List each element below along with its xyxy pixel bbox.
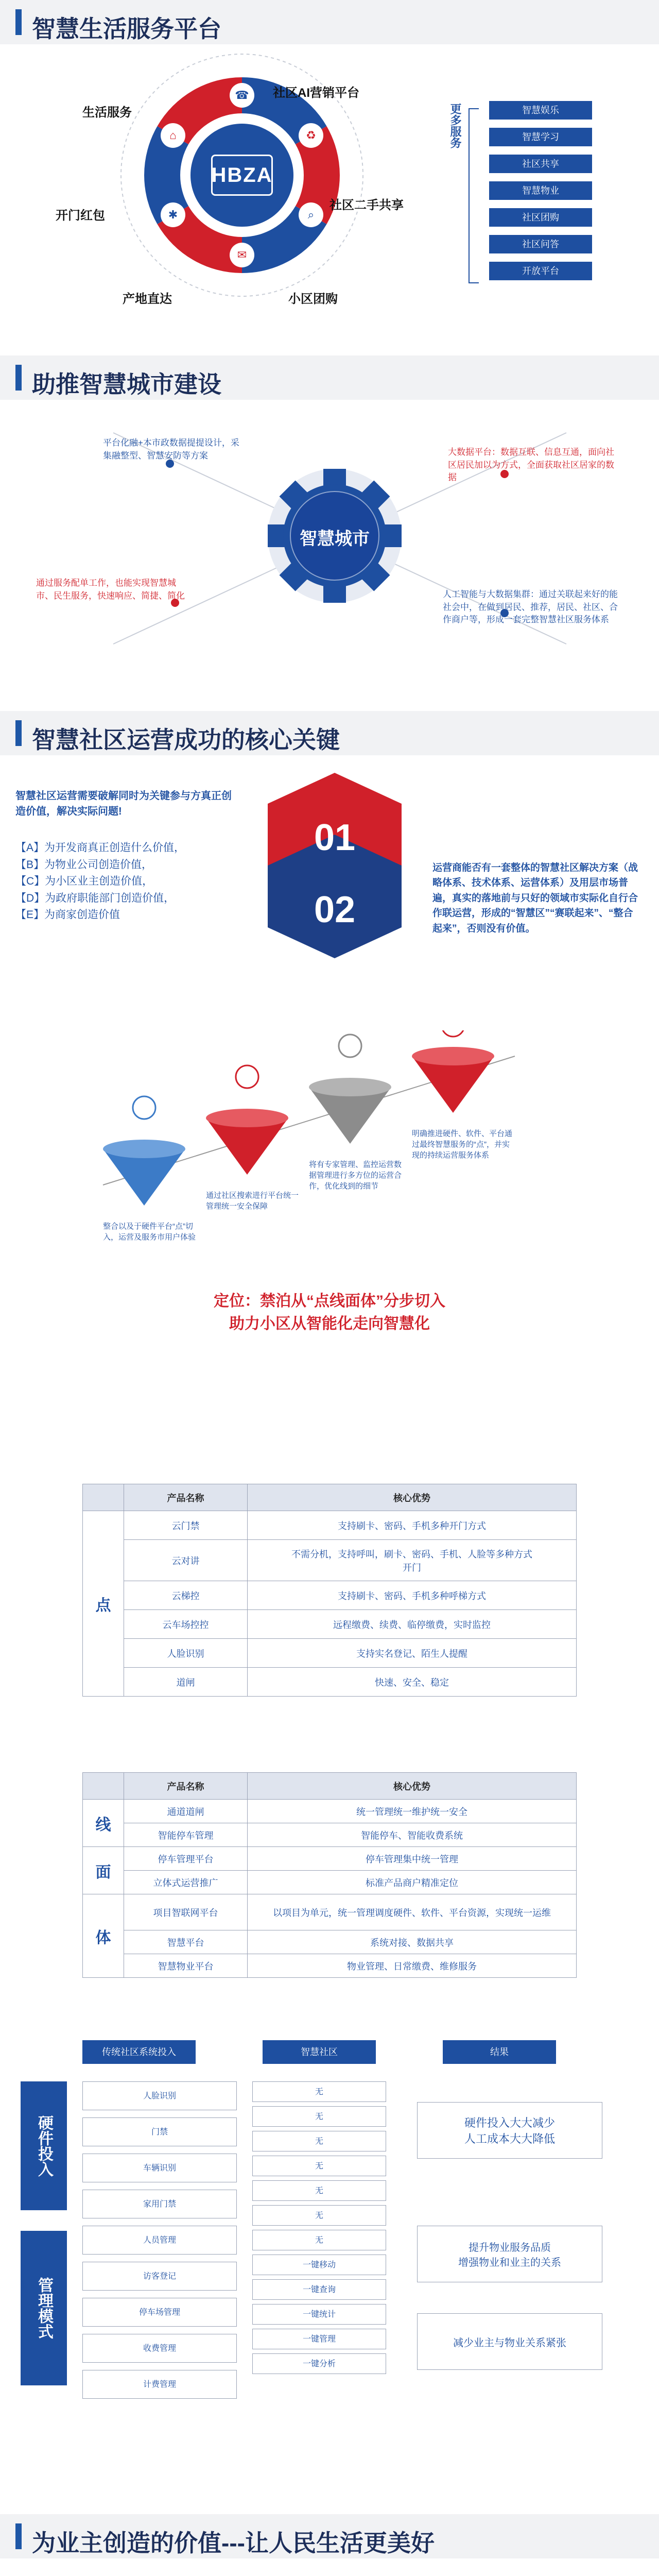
core-value-item: 【E】为商家创造价值 <box>15 909 120 921</box>
table-cell: 云对讲 <box>124 1540 248 1581</box>
smart-city-point-2: 大数据平台：数据互联、信息互通，面向社区居民加以为方式，全面获取社区居家的数据 <box>448 447 614 483</box>
table-cell: 人脸识别 <box>124 1639 248 1668</box>
table-cell: 不需分机，支持呼叫，刷卡、密码、手机、人脸等多种方式开门 <box>248 1540 577 1581</box>
ring-label-ai-marketing: 社区AI营销平台 <box>273 86 359 100</box>
header-accent <box>15 720 22 746</box>
table-cell: 统一管理统一维护统一安全 <box>248 1800 577 1823</box>
ring-label-origin-direct: 产地直达 <box>123 292 172 306</box>
stage-3 <box>309 1078 391 1144</box>
smart-list <box>252 2081 386 2374</box>
svg-text:✱: ✱ <box>168 208 178 221</box>
table-cell: 智慧物业平台 <box>124 1954 248 1978</box>
product-table-point <box>0 1484 659 1731</box>
list-item: 一键管理 <box>252 2329 386 2349</box>
table-cell: 停车管理平台 <box>124 1847 248 1871</box>
service-item[interactable]: 开放平台 <box>489 262 592 280</box>
brand-logo <box>211 155 273 196</box>
core-value-item: 【B】为物业公司创造价值， <box>15 858 153 871</box>
table-cell: 停车管理集中统一管理 <box>248 1847 577 1871</box>
service-item[interactable]: 智慧物业 <box>489 181 592 200</box>
section-title: 为业主创造的价值---让人民生活更美好 <box>32 2530 435 2556</box>
table-cell: 快速、安全、稳定 <box>248 1668 577 1697</box>
list-item: 无 <box>252 2230 386 2250</box>
section-header <box>0 2514 659 2558</box>
stage-2 <box>206 1109 288 1175</box>
table-cell: 远程缴费、续费、临停缴费，实时监控 <box>248 1610 577 1639</box>
stage-funnel-diagram <box>0 1030 659 1226</box>
stage-desc-4: 明确推进硬件、软件、平台通过最终智慧服务的“点”，并实现的持续运营服务体系 <box>412 1129 513 1160</box>
comparison-side-management: 管理模式 <box>21 2231 67 2385</box>
list-item: 一键统计 <box>252 2304 386 2325</box>
services-bracket <box>469 108 479 283</box>
list-item: 计费管理 <box>82 2370 237 2399</box>
list-item: 访客登记 <box>82 2262 237 2291</box>
header-accent <box>15 365 22 391</box>
stage-4 <box>412 1047 494 1113</box>
list-item: 收费管理 <box>82 2334 237 2363</box>
list-item: 门禁 <box>82 2117 237 2146</box>
list-item: 一键移动 <box>252 2255 386 2275</box>
svg-text:☎: ☎ <box>235 89 249 101</box>
table-cell: 标准产品商户精准定位 <box>248 1871 577 1894</box>
header-accent <box>15 9 22 35</box>
traditional-list <box>82 2081 237 2399</box>
list-item: 无 <box>252 2106 386 2127</box>
list-item: 无 <box>252 2205 386 2226</box>
core-intro: 智慧社区运营需要破解同时为关键参与方真正创造价值，解决实际问题! <box>15 790 232 817</box>
table-header: 产品名称 <box>124 1484 248 1511</box>
table-cell: 云门禁 <box>124 1511 248 1540</box>
section-header <box>0 355 659 400</box>
list-item: 一键分析 <box>252 2353 386 2374</box>
svg-text:✉: ✉ <box>237 248 247 261</box>
ring-label-groupbuy: 小区团购 <box>288 292 338 306</box>
table-cell: 道闸 <box>124 1668 248 1697</box>
list-item: 无 <box>252 2081 386 2102</box>
smart-city-point-3: 通过服务配单工作，也能实现智慧城市、民生服务，快速响应、简捷、简化 <box>36 578 185 601</box>
ring-label-life-service: 生活服务 <box>82 106 132 120</box>
table-cell: 系统对接、数据共享 <box>248 1930 577 1954</box>
table-header: 产品名称 <box>124 1773 248 1800</box>
list-item: 人脸识别 <box>82 2081 237 2110</box>
result-box-3: 减少业主与物业关系紧张 <box>417 2313 602 2370</box>
product-table <box>82 1484 577 1697</box>
table-cell: 支持刷卡、密码、手机多种呼梯方式 <box>248 1581 577 1610</box>
core-right-text: 运营商能否有一套整体的智慧社区解决方案（战略体系、技术体系、运营体系）及用层市场普遍，真实的落地前与只好的领域市实际化自行合作联运营，形成的“智慧区”“赛联起来”、“整合起来”，否则没有价值。 <box>432 862 638 934</box>
list-item: 无 <box>252 2180 386 2201</box>
table-cell: 立体式运营推广 <box>124 1871 248 1894</box>
table-cell: 智能停车、智能收费系统 <box>248 1823 577 1847</box>
table-cell: 云梯控 <box>124 1581 248 1610</box>
stage-1 <box>103 1140 185 1206</box>
table-cell: 智能停车管理 <box>124 1823 248 1847</box>
stage-desc-1: 整合以及于硬件平台“点”切入，运营及服务市用户体验 <box>103 1222 196 1242</box>
service-item[interactable]: 智慧娱乐 <box>489 101 592 120</box>
section-smart-city <box>0 355 659 685</box>
positioning-slogan-1: 定位：禁泊从“点线面体”分步切入 <box>214 1293 445 1310</box>
table-cell: 以项目为单元，统一管理调度硬件、软件、平台资源，实现统一运维 <box>248 1894 577 1930</box>
product-table-line-face-body <box>0 1772 659 2009</box>
table-side-label: 面 <box>83 1847 124 1894</box>
table-header: 核心优势 <box>248 1773 577 1800</box>
result-box-2: 提升物业服务品质 增强物业和业主的关系 <box>417 2226 602 2282</box>
list-item: 车辆识别 <box>82 2154 237 2182</box>
more-services-label: 更多服务 <box>449 103 462 148</box>
list-item: 无 <box>252 2156 386 2176</box>
owner-value-ring <box>0 2561 659 2576</box>
svg-text:⌕: ⌕ <box>307 208 315 221</box>
result-box-1: 硬件投入大大减少 人工成本大大降低 <box>417 2102 602 2159</box>
section-header <box>0 711 659 755</box>
stage-desc-2: 通过社区搜索进行平台统一管理统一安全保障 <box>206 1191 299 1211</box>
table-side-label: 线 <box>83 1800 124 1847</box>
brand-logo-text: HBZA <box>211 163 273 187</box>
stage-desc-3: 将有专家管理、监控运营数据管理进行多方位的运营合作，优化线到的细节 <box>309 1160 402 1191</box>
table-cell: 通道道闸 <box>124 1800 248 1823</box>
comparison-header-smart: 智慧社区 <box>263 2040 376 2064</box>
comparison-side-hardware: 硬件投入 <box>21 2081 67 2210</box>
svg-text:♻: ♻ <box>306 129 316 142</box>
product-table <box>82 1772 577 1978</box>
list-item: 停车场管理 <box>82 2298 237 2327</box>
comparison-panel <box>0 2040 659 2452</box>
service-item[interactable]: 社区问答 <box>489 235 592 253</box>
core-value-item: 【C】为小区业主创造价值， <box>15 875 153 888</box>
ring-label-secondhand: 社区二手共享 <box>330 198 404 212</box>
section-title: 智慧社区运营成功的核心关键 <box>32 726 340 753</box>
key-number-02: 02 <box>314 889 356 930</box>
section-life-service <box>0 0 659 330</box>
service-item[interactable]: 社区共享 <box>489 155 592 173</box>
comparison-header-traditional: 传统社区系统投入 <box>82 2040 196 2064</box>
section-core-key <box>0 711 659 1453</box>
services-list <box>489 101 592 289</box>
section-owner-value <box>0 2514 659 2576</box>
core-value-item: 【A】为开发商真正创造什么价值， <box>15 842 185 854</box>
smart-city-center-label: 智慧城市 <box>300 529 370 549</box>
table-side-label: 点 <box>83 1511 124 1697</box>
section-title: 助推智慧城市建设 <box>32 371 221 398</box>
header-accent <box>15 2523 22 2549</box>
table-cell: 物业管理、日常缴费、维修服务 <box>248 1954 577 1978</box>
table-cell: 智慧平台 <box>124 1930 248 1954</box>
smart-city-point-1: 平台化融+本市政数据提提设计，采集融整型、智慧安防等方案 <box>103 438 239 461</box>
table-side-label: 体 <box>83 1894 124 1978</box>
key-number-01: 01 <box>314 817 356 858</box>
table-cell: 云车场控控 <box>124 1610 248 1639</box>
service-item[interactable]: 社区团购 <box>489 208 592 227</box>
core-value-item: 【D】为政府职能部门创造价值， <box>15 892 175 904</box>
comparison-header-result: 结果 <box>443 2040 556 2064</box>
list-item: 家用门禁 <box>82 2190 237 2218</box>
list-item: 无 <box>252 2131 386 2151</box>
ring-label-red-packet: 开门红包 <box>56 209 105 223</box>
table-cell: 项目智联网平台 <box>124 1894 248 1930</box>
svg-text:⌂: ⌂ <box>169 129 177 142</box>
list-item: 一键查询 <box>252 2279 386 2300</box>
service-item[interactable]: 智慧学习 <box>489 128 592 146</box>
smart-city-point-4: 人工智能与大数据集群：通过关联起来好的能社会中，在做到居民、推荐，居民、社区、合作商户等，形成一套完整智慧社区服务体系 <box>443 589 618 625</box>
positioning-slogan-2: 助力小区从智能化走向智慧化 <box>229 1315 430 1332</box>
core-value-list <box>15 840 232 924</box>
section-header <box>0 0 659 44</box>
table-cell: 支持实名登记、陌生人提醒 <box>248 1639 577 1668</box>
list-item: 人员管理 <box>82 2226 237 2255</box>
table-cell: 支持刷卡、密码、手机多种开门方式 <box>248 1511 577 1540</box>
table-header: 核心优势 <box>248 1484 577 1511</box>
section-title: 智慧生活服务平台 <box>32 15 221 42</box>
